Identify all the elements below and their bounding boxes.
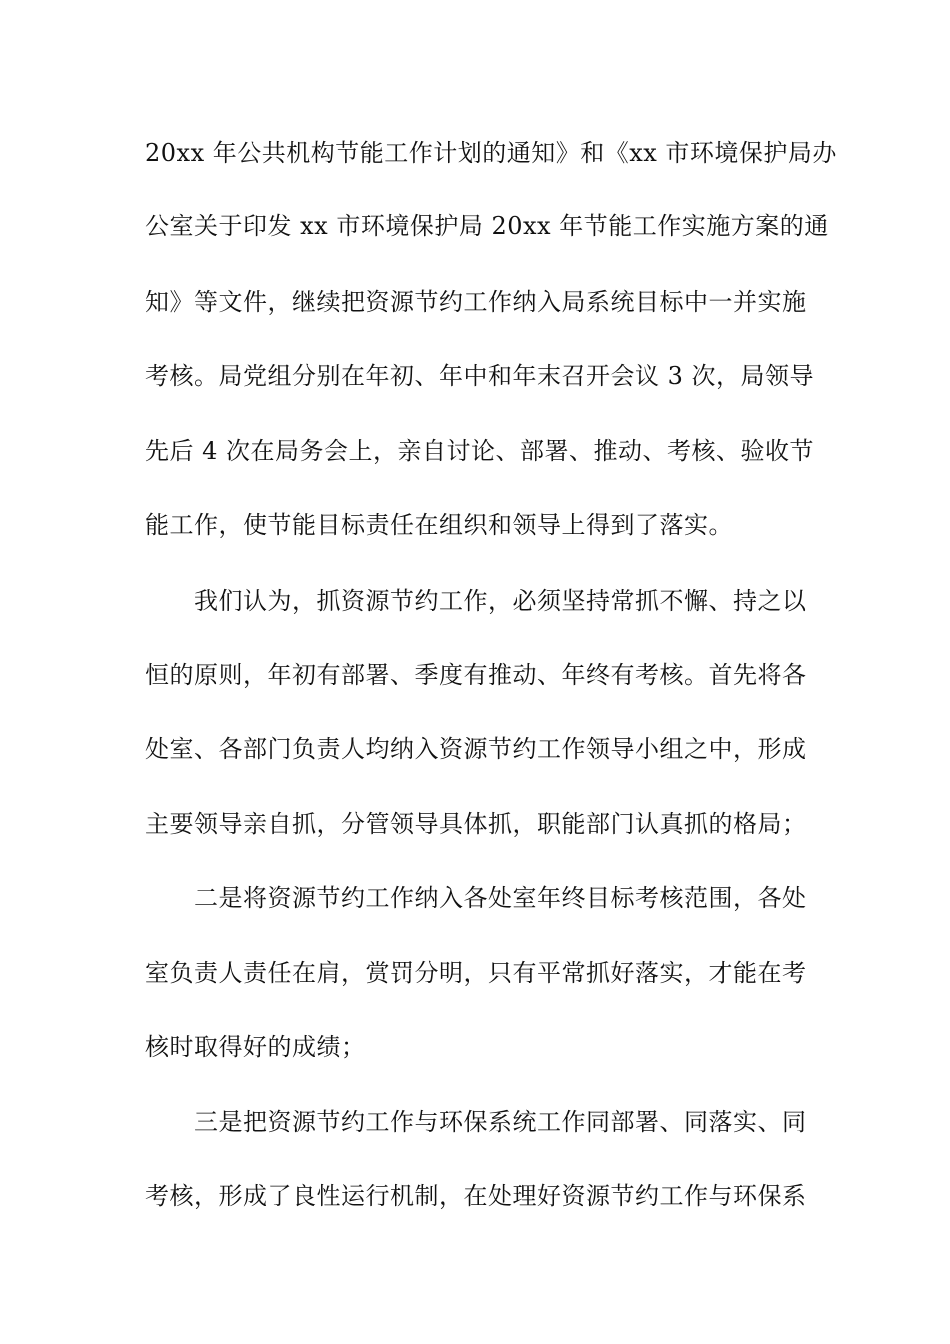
paragraph-1-line-1: 20xx 年公共机构节能工作计划的通知》和《xx 市环境保护局办: [145, 139, 837, 167]
paragraph-4-line-1: 三是把资源节约工作与环保系统工作同部署、同落实、同: [194, 1108, 807, 1136]
paragraph-2-line-2: 恒的原则，年初有部署、季度有推动、年终有考核。首先将各: [145, 661, 807, 689]
paragraph-1-line-5: 先后 4 次在局务会上，亲自讨论、部署、推动、考核、验收节: [145, 437, 815, 465]
paragraph-2-line-4: 主要领导亲自抓，分管领导具体抓，职能部门认真抓的格局；: [145, 810, 807, 838]
paragraph-3-line-1: 二是将资源节约工作纳入各处室年终目标考核范围，各处: [194, 884, 807, 912]
paragraph-1-line-2: 公室关于印发 xx 市环境保护局 20xx 年节能工作实施方案的通: [145, 212, 829, 240]
paragraph-2-line-3: 处室、各部门负责人均纳入资源节约工作领导小组之中，形成: [145, 735, 807, 763]
paragraph-1-line-6: 能工作，使节能目标责任在组织和领导上得到了落实。: [145, 511, 733, 539]
paragraph-1-line-4: 考核。局党组分别在年初、年中和年末召开会议 3 次，局领导: [145, 362, 815, 390]
paragraph-1-line-3: 知》等文件，继续把资源节约工作纳入局系统目标中一并实施: [145, 288, 807, 316]
paragraph-3-line-2: 室负责人责任在肩，赏罚分明，只有平常抓好落实，才能在考: [145, 959, 807, 987]
paragraph-2-line-1: 我们认为，抓资源节约工作，必须坚持常抓不懈、持之以: [194, 587, 807, 615]
paragraph-4-line-2: 考核，形成了良性运行机制，在处理好资源节约工作与环保系: [145, 1182, 807, 1210]
paragraph-3-line-3: 核时取得好的成绩；: [145, 1033, 366, 1061]
